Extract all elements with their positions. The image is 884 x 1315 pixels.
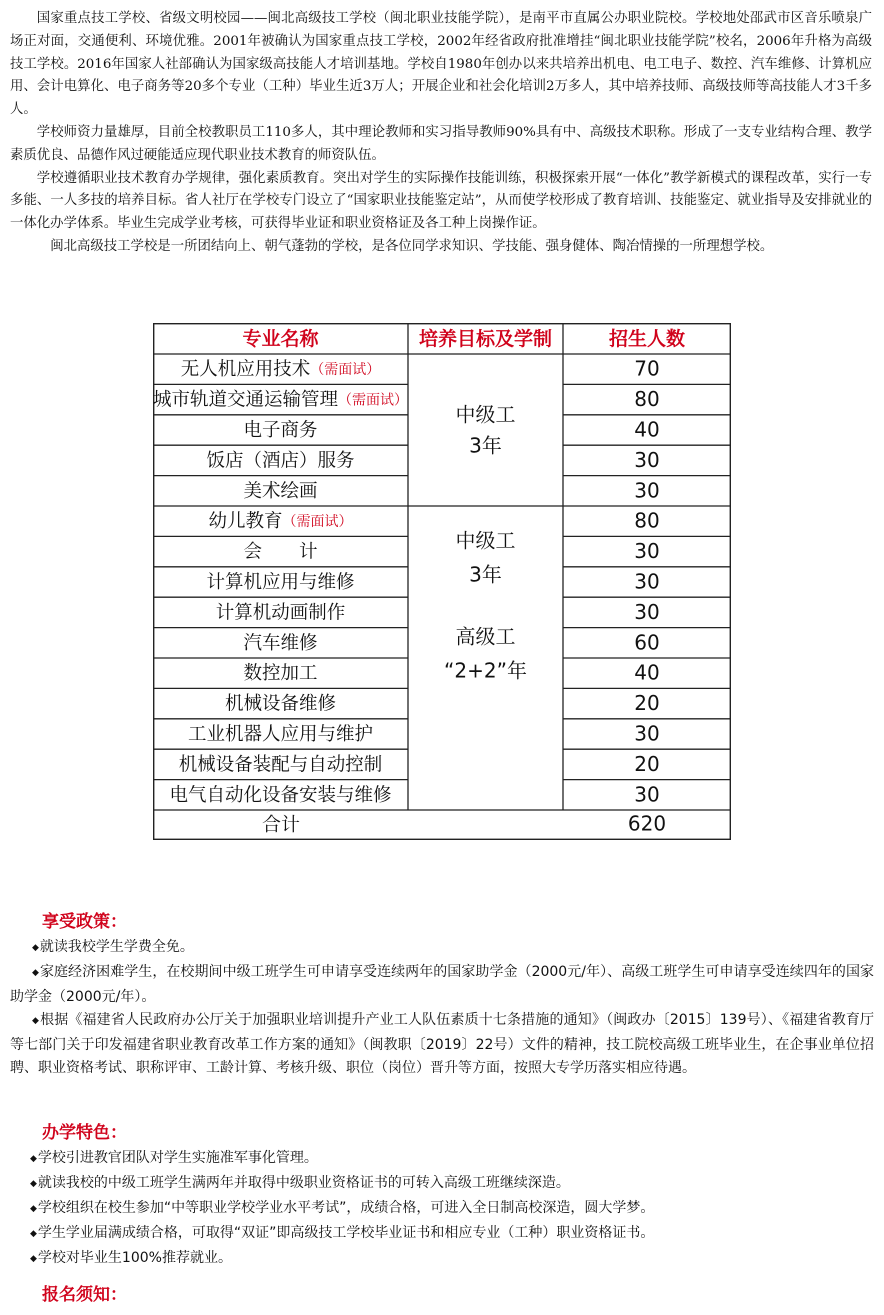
enrollment-count: 40	[634, 417, 660, 442]
table-header-0: 专业名称	[242, 328, 319, 350]
major-name	[169, 785, 391, 806]
major-name-text: 会 计	[243, 541, 318, 563]
major-name-text: 计算机应用与维修	[206, 572, 355, 593]
table-header-2: 招生人数	[608, 328, 686, 350]
feature-item: ◆学校引进教官团队对学生实施准军事化管理。	[30, 1150, 318, 1166]
bullet-icon: ◆	[32, 968, 39, 978]
policy-title: 享受政策：	[42, 912, 127, 932]
major-name	[208, 511, 352, 532]
group1-level: 中级工	[455, 402, 516, 427]
enrollment-count: 30	[634, 478, 660, 503]
enrollment-count: 80	[634, 387, 660, 412]
enrollment-table-grid	[153, 323, 731, 846]
major-name	[243, 663, 317, 684]
major-name	[243, 420, 317, 441]
enrollment-count: 70	[634, 356, 660, 381]
bullet-icon: ◆	[30, 1179, 37, 1189]
features-title: 办学特色：	[42, 1123, 127, 1143]
feature-item: ◆就读我校的中级工班学生满两年并取得中级职业资格证书的可转入高级工班继续深造。	[30, 1175, 570, 1191]
features-section	[10, 1121, 874, 1272]
interview-note: （需面试）	[310, 362, 381, 379]
bullet-icon: ◆	[30, 1229, 37, 1239]
major-name	[216, 602, 346, 623]
enrollment-count: 30	[634, 782, 660, 807]
major-name-text: 饭店（酒店）服务	[206, 450, 355, 472]
policy-section	[10, 910, 874, 1080]
major-name-text: 工业机器人应用与维护	[187, 724, 374, 745]
interview-note: （需面试）	[282, 514, 353, 531]
major-name	[243, 633, 317, 654]
major-name	[153, 390, 408, 411]
enrollment-count: 80	[634, 508, 660, 533]
major-name-text: 机械设备维修	[224, 693, 337, 715]
enrollment-count: 20	[634, 751, 660, 776]
major-name	[206, 572, 354, 593]
major-name	[225, 694, 336, 715]
signup-title: 报名须知：	[42, 1285, 127, 1305]
group1-duration: 3年	[469, 433, 502, 458]
major-name-text: 城市轨道交通运输管理	[153, 389, 339, 411]
total-label: 合计	[261, 813, 301, 836]
major-name	[243, 481, 317, 502]
interview-note: （需面试）	[338, 392, 409, 409]
major-name-text: 机械设备装配与自动控制	[178, 754, 383, 776]
enrollment-count: 30	[634, 721, 660, 746]
major-name-text: 幼儿教育	[208, 511, 283, 533]
major-name	[206, 450, 354, 471]
major-name-text: 汽车维修	[243, 632, 318, 654]
bullet-icon: ◆	[32, 943, 39, 953]
enrollment-count: 30	[634, 539, 660, 564]
major-name-text: 电气自动化设备安装与维修	[169, 784, 392, 806]
group2-advanced-level: 高级工	[455, 624, 516, 649]
intro-paragraph: 学校遵循职业技术教育办学规律，强化素质教育。突出对学生的实际操作技能训练，积极探索开展“一体化”教学新模式的课程改革，实行一专多能、一人多技的培养目标。省人社厅在学校专门设立了“国家职业技能鉴定站”，从而使学校形成了教育培训、技能鉴定、就业指导及安排就业的一体化办学体系。毕业生完成学业考核，可获得毕业证和职业资格证及各工种上岗操作证。	[10, 170, 872, 232]
major-name-text: 无人机应用技术	[180, 359, 311, 381]
table-header-1: 培养目标及学制	[418, 328, 553, 350]
bullet-icon: ◆	[30, 1254, 37, 1264]
major-name-text: 计算机动画制作	[215, 602, 346, 624]
signup-section	[10, 1283, 874, 1309]
total-value: 620	[627, 811, 667, 836]
major-name	[243, 542, 317, 563]
group2-advanced-duration: “2+2”年	[444, 658, 527, 683]
feature-item: ◆学生学业届满成绩合格，可取得“双证”即高级技工学校毕业证书和相应专业（工种）职业资格证书。	[30, 1225, 655, 1241]
major-name-text: 电子商务	[243, 420, 318, 441]
bullet-icon: ◆	[30, 1154, 37, 1164]
major-name	[179, 754, 383, 775]
enrollment-count: 60	[634, 630, 660, 655]
major-name-text: 数控加工	[243, 663, 318, 685]
feature-item: ◆学校组织在校生参加“中等职业学校学业水平考试”，成绩合格，可进入全日制高校深造，圆大学梦。	[30, 1200, 655, 1216]
policy-item: ◆家庭经济困难学生，在校期间中级工班学生可申请享受连续两年的国家助学金（2000元/年）、高级工班学生可申请享受连续四年的国家助学金（2000元/年）。	[10, 964, 874, 1005]
enrollment-count: 20	[634, 691, 660, 716]
school-introduction	[10, 8, 872, 259]
enrollment-count: 30	[634, 599, 660, 624]
major-name	[181, 359, 381, 380]
policy-item: ◆根据《福建省人民政府办公厅关于加强职业培训提升产业工人队伍素质十七条措施的通知》（闽政办〔2015〕139号）、《福建省教育厅等七部门关于印发福建省职业教育改革工作方案的通知》（闽教职〔2019〕22号）文件的精神，技工院校高级工班毕业生，在企事业单位招聘、职业资格考试、职称评审、工龄计算、考核升级、职位（岗位）晋升等方面，按照大专学历落实相应待遇。	[10, 1012, 874, 1076]
bullet-icon: ◆	[30, 1204, 37, 1214]
intro-paragraph: 闽北高级技工学校是一所团结向上、朝气蓬勃的学校，是各位同学求知识、学技能、强身健体、陶冶情操的一所理想学校。	[50, 238, 774, 254]
intro-paragraph: 国家重点技工学校、省级文明校园——闽北高级技工学校（闽北职业技能学院），是南平市直属公办职业院校。学校地处邵武市区音乐喷泉广场正对面，交通便利、环境优雅。2001年被确认为国家重点技工学校，2002年经省政府批准增挂“闽北职业技能学院”校名，2006年升格为高级技工学校。2016年国家人社部确认为国家级高技能人才培训基地。学校自1980年创办以来共培养出机电、电工电子、数控、汽车维修、计算机应用、会计电算化、电子商务等20多个专业（工种）毕业生近3万人；开展企业和社会化培训2万多人，其中培养技师、高级技师等高技能人才3千多人。	[10, 11, 872, 118]
major-name	[188, 724, 373, 745]
intro-paragraph: 学校师资力量雄厚，目前全校教职员工110多人，其中理论教师和实习指导教师90%具有中、高级技术职称。形成了一支专业结构合理、教学素质优良、品德作风过硬能适应现代职业技术教育的师资队伍。	[10, 124, 872, 163]
group2-level: 中级工	[455, 528, 516, 553]
enrollment-count: 40	[634, 660, 660, 685]
group2-duration: 3年	[469, 562, 502, 587]
feature-item: ◆学校对毕业生100%推荐就业。	[30, 1250, 232, 1266]
enrollment-count: 30	[634, 447, 660, 472]
enrollment-count: 30	[634, 569, 660, 594]
bullet-icon: ◆	[32, 1016, 40, 1026]
enrollment-table	[153, 323, 731, 846]
major-name-text: 美术绘画	[243, 480, 318, 502]
policy-item: ◆就读我校学生学费全免。	[32, 939, 194, 955]
